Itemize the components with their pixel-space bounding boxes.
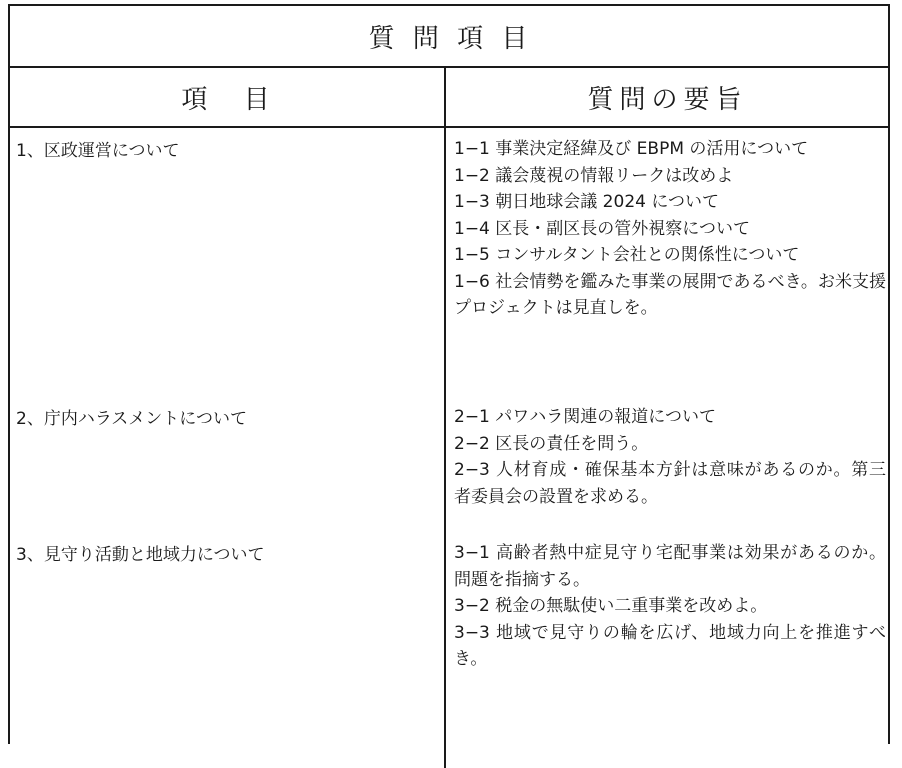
question-points [454,136,886,322]
question-points [454,404,886,510]
column-divider [444,68,446,768]
section-item: 1、区政運営について [16,141,180,161]
column-header-row [10,68,888,128]
question-point: 1−6 社会情勢を鑑みた事業の展開であるべき。お米支援プロジェクトは見直しを。 [454,271,886,318]
question-point: 1−2 議会蔑視の情報リークは改めよ [454,165,734,186]
question-point: 1−4 区長・副区長の管外視察について [454,218,750,239]
question-point: 2−3 人材育成・確保基本方針は意味があるのか。第三者委員会の設置を求める。 [454,460,886,507]
column-header-item: 項 目 [181,84,274,115]
question-points [454,540,886,673]
question-point: 1−1 事業決定経緯及び EBPM の活用について [454,139,809,159]
question-point: 3−3 地域で見守りの輪を広げ、地域力向上を推進すべき。 [454,622,886,669]
column-header-summary: 質問の要旨 [587,84,748,115]
section-item: 3、見守り活動と地域力について [16,545,265,565]
section-item: 2、庁内ハラスメントについて [16,409,247,429]
question-point: 3−1 高齢者熱中症見守り宅配事業は効果があるのか。問題を指摘する。 [454,543,886,590]
table-title: 質 問 項 目 [10,6,888,68]
question-point: 2−2 区長の責任を問う。 [454,433,649,454]
question-items-table [8,4,890,744]
question-point: 1−3 朝日地球会議 2024 について [454,192,720,212]
question-point: 1−5 コンサルタント会社との関係性について [454,245,800,265]
question-point: 2−1 パワハラ関連の報道について [454,407,716,427]
question-point: 3−2 税金の無駄使い二重事業を改めよ。 [454,596,768,616]
